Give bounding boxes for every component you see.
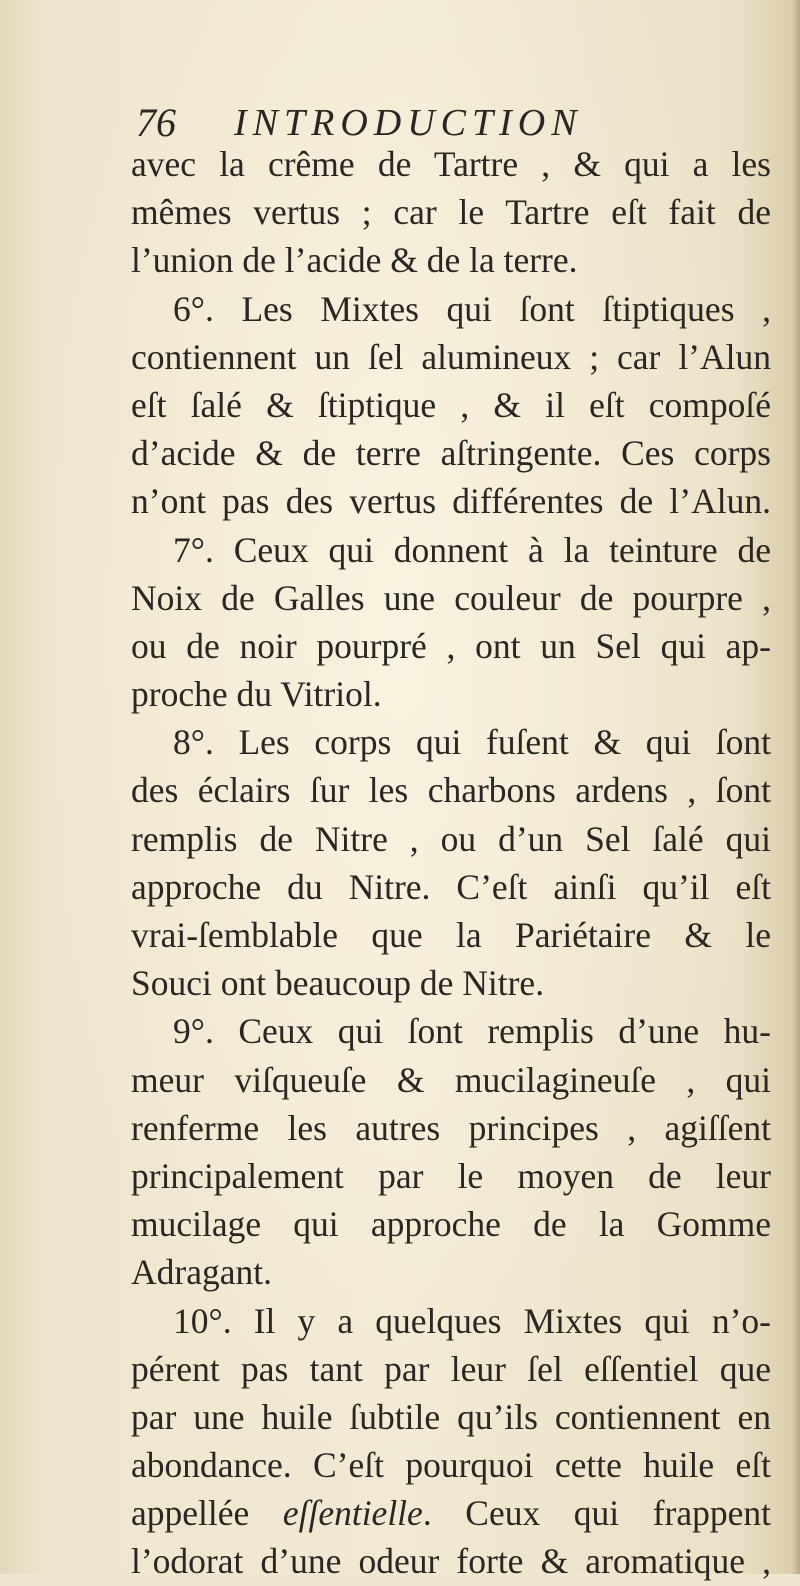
text-line: ou de noir pourpré , ont un Sel qui ap- bbox=[131, 625, 771, 666]
text-line: pérent pas tant par leur ſel eſſentiel que bbox=[131, 1348, 771, 1389]
text-line: meur viſqueuſe & mucilagineuſe , qui bbox=[131, 1059, 771, 1100]
text-line: d’acide & de terre aſtringente. Ces corps bbox=[131, 433, 771, 474]
text-line: 6°. Les Mixtes qui ſont ſtiptiques , bbox=[173, 288, 771, 329]
text-line: remplis de Nitre , ou d’un Sel ſalé qui bbox=[131, 818, 771, 859]
text-line: mêmes vertus ; car le Tartre eſt fait de bbox=[131, 192, 771, 233]
text-line: renferme les autres principes , agiſſent bbox=[131, 1107, 771, 1148]
text-line: Adragant. bbox=[131, 1252, 272, 1293]
text-line: eſt ſalé & ſtiptique , & il eſt compoſé bbox=[131, 384, 771, 425]
italic-term: eſſentielle bbox=[282, 1493, 423, 1534]
text-line: 7°. Ceux qui donnent à la teinture de bbox=[173, 529, 771, 570]
body-text bbox=[131, 140, 771, 1586]
text-line: des éclairs ſur les charbons ardens , ſont bbox=[131, 770, 771, 811]
text-line: l’odorat d’une odeur forte & aromatique , bbox=[131, 1541, 771, 1582]
text-line: 8°. Les corps qui fuſent & qui ſont bbox=[173, 722, 771, 763]
text-segment: . Ceux qui frappent bbox=[422, 1493, 771, 1534]
text-line: vrai-ſemblable que la Pariétaire & le bbox=[131, 915, 771, 955]
text-line: principalement par le moyen de leur bbox=[131, 1155, 771, 1196]
text-line: l’union de l’acide & de la terre. bbox=[131, 240, 578, 281]
text-line: proche du Vitriol. bbox=[131, 674, 382, 715]
text-line: 10°. Il y a quelques Mixtes qui n’o- bbox=[173, 1300, 771, 1341]
text-line: n’ont pas des vertus différentes de l’Alun. bbox=[131, 481, 771, 522]
text-line: 9°. Ceux qui ſont remplis d’une hu- bbox=[173, 1011, 771, 1052]
text-line: Noix de Galles une couleur de pourpre , bbox=[131, 577, 771, 618]
text-line: par une huile ſubtile qu’ils contiennent en bbox=[131, 1396, 771, 1437]
text-line bbox=[131, 1489, 771, 1537]
text-line: approche du Nitre. C’eſt ainſi qu’il eſt bbox=[131, 866, 771, 907]
text-line: avec la crême de Tartre , & qui a les bbox=[131, 144, 771, 184]
page-number: 76 bbox=[136, 100, 176, 145]
running-title: INTRODUCTION bbox=[234, 102, 583, 144]
text-line: contiennent un ſel alumineux ; car l’Alun bbox=[131, 336, 771, 377]
page-edge bbox=[792, 0, 800, 1574]
text-line: Souci ont beaucoup de Nitre. bbox=[131, 963, 545, 1004]
text-segment: appellée bbox=[131, 1493, 283, 1534]
text-line: mucilage qui approche de la Gomme bbox=[131, 1204, 771, 1245]
text-line: abondance. C’eſt pourquoi cette huile eſt bbox=[131, 1445, 771, 1486]
